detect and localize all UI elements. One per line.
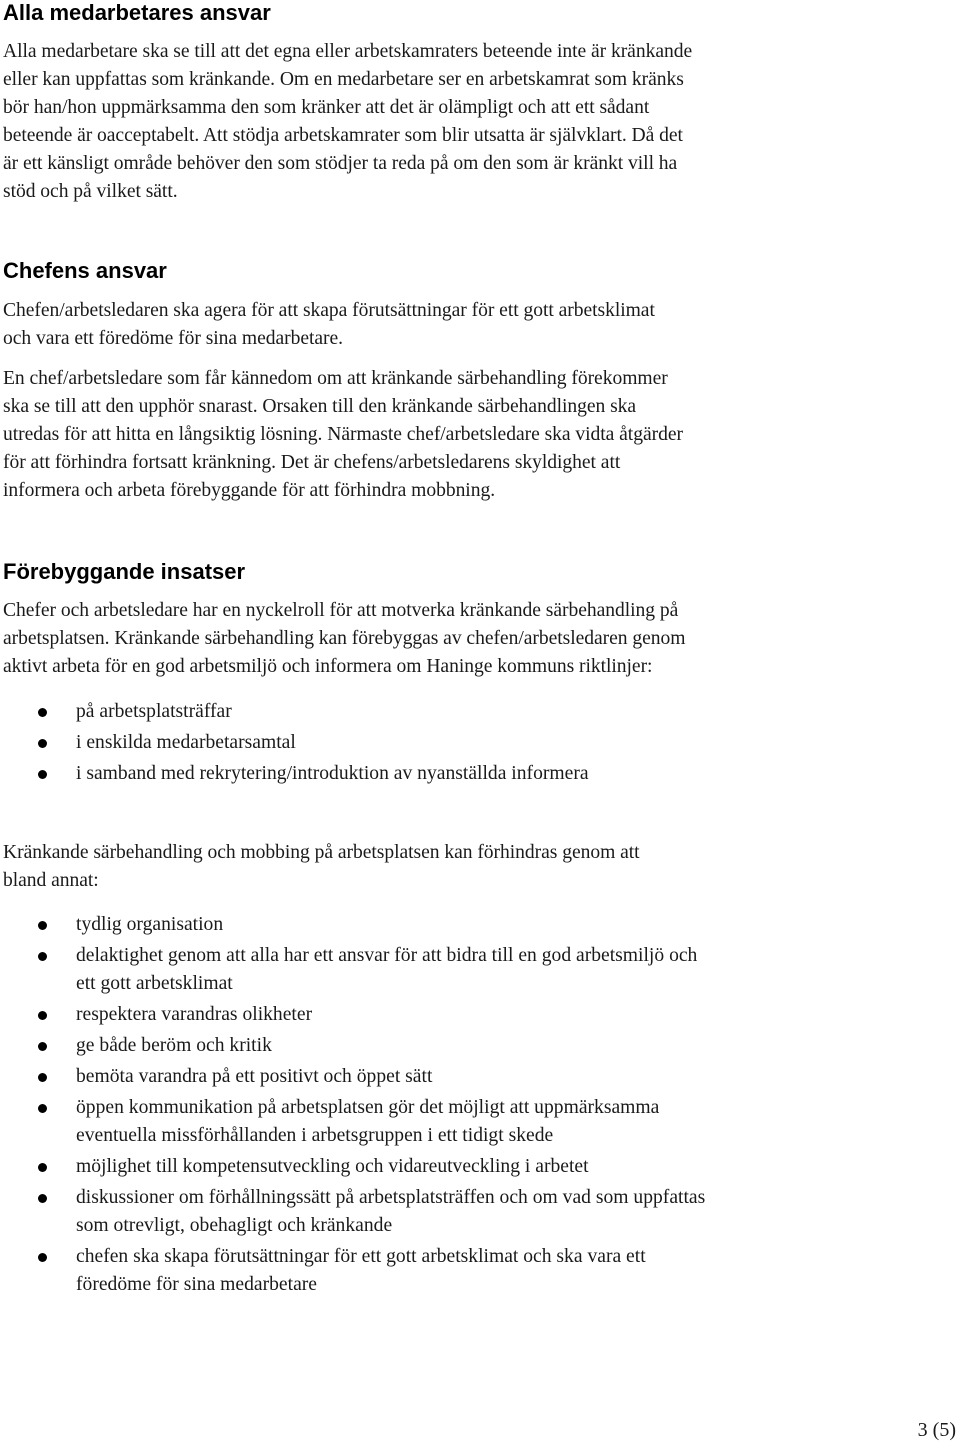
prevention-measures-list — [0, 911, 705, 1302]
list-item — [0, 911, 705, 939]
section-heading-manager: Chefens ansvar — [3, 258, 167, 283]
text-line: arbetsplatsen. Kränkande särbehandling kan förebyggas av chefen/arbetsledaren genom — [3, 628, 686, 649]
bullet-icon — [38, 1011, 47, 1020]
list-item — [0, 698, 589, 726]
text-line: aktivt arbeta för en god arbetsmiljö och informera om Haninge kommuns riktlinjer: — [3, 656, 653, 677]
bullet-icon — [38, 921, 47, 930]
list-item — [0, 1094, 705, 1150]
list-item — [0, 729, 589, 757]
list-item-text: eventuella missförhållanden i arbetsgruppen i ett tidigt skede — [76, 1125, 554, 1146]
list-item — [0, 942, 705, 998]
text-line: bland annat: — [3, 870, 99, 891]
list-item-text: ge både beröm och kritik — [76, 1035, 272, 1056]
list-item-text: i samband med rekrytering/introduktion av nyanställda informera — [76, 763, 589, 784]
prevention-channels-list — [0, 698, 589, 791]
bullet-icon — [38, 1073, 47, 1082]
list-item — [0, 1184, 705, 1240]
list-item-text: ett gott arbetsklimat — [76, 973, 233, 994]
list-item-text: delaktighet genom att alla har ett ansvar för att bidra till en god arbetsmiljö och — [76, 945, 698, 966]
bullet-icon — [38, 770, 47, 779]
manager-paragraph-2 — [3, 365, 683, 505]
bullet-icon — [38, 1104, 47, 1113]
bullet-icon — [38, 1163, 47, 1172]
text-line: utredas för att hitta en långsiktig lösning. Närmaste chef/arbetsledare ska vidta åtgärder — [3, 424, 683, 445]
list-item-text: chefen ska skapa förutsättningar för ett gott arbetsklimat och ska vara ett — [76, 1246, 646, 1267]
text-line: informera och arbeta förebyggande för att förhindra mobbning. — [3, 480, 496, 501]
list-item — [0, 1153, 705, 1181]
list-item — [0, 1032, 705, 1060]
text-line: är ett känsligt område behöver den som stödjer ta reda på om den som är kränkt vill ha — [3, 153, 678, 174]
prevention-lead-paragraph — [3, 839, 640, 895]
text-line: ska se till att den upphör snarast. Orsaken till den kränkande särbehandlingen ska — [3, 396, 637, 417]
text-line: eller kan uppfattas som kränkande. Om en medarbetare ser en arbetskamrat som kränks — [3, 69, 684, 90]
text-line: stöd och på vilket sätt. — [3, 181, 178, 202]
text-line: Chefer och arbetsledare har en nyckelroll för att motverka kränkande särbehandling på — [3, 600, 679, 621]
list-item-text: på arbetsplatsträffar — [76, 701, 232, 722]
text-line: beteende är oacceptabelt. Att stödja arbetskamrater som blir utsatta är självklart. Då det — [3, 125, 683, 146]
list-item-text: öppen kommunikation på arbetsplatsen gör det möjligt att uppmärksamma — [76, 1097, 660, 1118]
list-item-text: möjlighet till kompetensutveckling och vidareutveckling i arbetet — [76, 1156, 589, 1177]
bullet-icon — [38, 1253, 47, 1262]
prevention-intro-paragraph — [3, 597, 685, 681]
list-item — [0, 760, 589, 788]
list-item-text: diskussioner om förhållningssätt på arbetsplatsträffen och om vad som uppfattas — [76, 1187, 706, 1208]
bullet-icon — [38, 1194, 47, 1203]
section-heading-employees: Alla medarbetares ansvar — [3, 0, 271, 25]
text-line: och vara ett föredöme för sina medarbetare. — [3, 328, 344, 349]
text-line: Chefen/arbetsledaren ska agera för att skapa förutsättningar för ett gott arbetsklimat — [3, 300, 655, 321]
list-item-text: föredöme för sina medarbetare — [76, 1274, 317, 1295]
text-line: för att förhindra fortsatt kränkning. Det är chefens/arbetsledarens skyldighet att — [3, 452, 621, 473]
employees-paragraph — [3, 38, 692, 206]
page-number: 3 (5) — [917, 1419, 956, 1441]
list-item-text: bemöta varandra på ett positivt och öppet sätt — [76, 1066, 433, 1087]
bullet-icon — [38, 952, 47, 961]
text-line: Alla medarbetare ska se till att det egna eller arbetskamraters beteende inte är kränkande — [3, 41, 693, 62]
text-line: Kränkande särbehandling och mobbing på arbetsplatsen kan förhindras genom att — [3, 842, 640, 863]
text-line: bör han/hon uppmärksamma den som kränker att det är olämpligt och att ett sådant — [3, 97, 650, 118]
list-item-text: som otrevligt, obehagligt och kränkande — [76, 1215, 393, 1236]
list-item — [0, 1001, 705, 1029]
list-item-text: respektera varandras olikheter — [76, 1004, 313, 1025]
bullet-icon — [38, 708, 47, 717]
bullet-icon — [38, 739, 47, 748]
manager-paragraph-1 — [3, 297, 655, 353]
list-item-text: i enskilda medarbetarsamtal — [76, 732, 296, 753]
text-line: En chef/arbetsledare som får kännedom om att kränkande särbehandling förekommer — [3, 368, 668, 389]
list-item-text: tydlig organisation — [76, 914, 224, 935]
section-heading-prevention: Förebyggande insatser — [3, 559, 246, 584]
bullet-icon — [38, 1042, 47, 1051]
list-item — [0, 1063, 705, 1091]
list-item — [0, 1243, 705, 1299]
